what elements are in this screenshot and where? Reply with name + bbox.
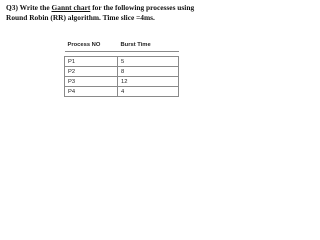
cell-process: P3 [65, 77, 118, 87]
cell-burst: 8 [118, 67, 179, 77]
question-prefix: Q3) Write the [6, 3, 50, 12]
column-header-burst: Burst Time [118, 38, 179, 52]
table-row [65, 87, 179, 97]
cell-process: P4 [65, 87, 118, 97]
table-row [65, 57, 179, 67]
question-underlined-term: Gannt chart [51, 3, 91, 12]
question-text [6, 3, 266, 23]
cell-burst: 5 [118, 57, 179, 67]
cell-process: P1 [65, 57, 118, 67]
table-row [65, 67, 179, 77]
process-table [64, 38, 179, 97]
table-row [65, 77, 179, 87]
question-line2: Round Robin (RR) algorithm. Time slice =4ms. [6, 13, 155, 22]
cell-burst: 4 [118, 87, 179, 97]
cell-process: P2 [65, 67, 118, 77]
table-header-row [65, 38, 179, 52]
cell-burst: 12 [118, 77, 179, 87]
column-header-process: Process NO [65, 38, 118, 52]
question-rest-line1: for the following processes using [92, 3, 195, 12]
